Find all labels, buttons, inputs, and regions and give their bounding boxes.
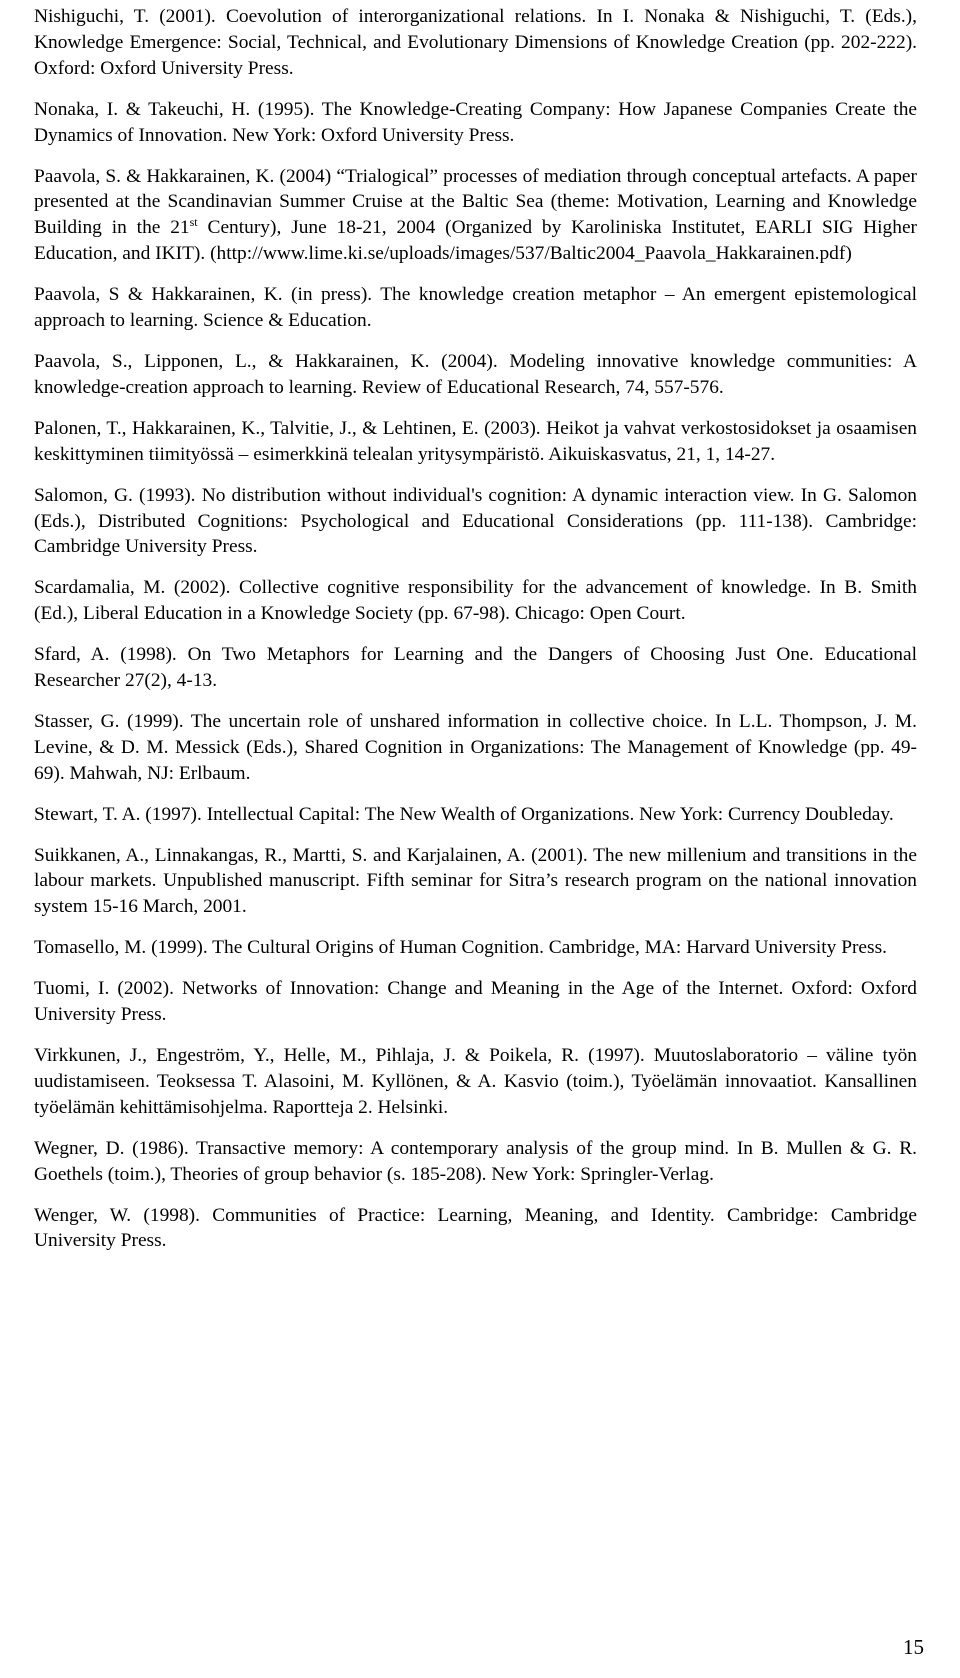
reference-tuomi-2002: Tuomi, I. (2002). Networks of Innovation: Change and Meaning in the Age of the Internet. Oxford: Oxford University Press. xyxy=(34,978,917,1026)
reference-paavola-hakkarainen-2004 xyxy=(34,164,917,268)
reference-text-part: Paavola, S. & Hakkarainen, K. (2004) “Trialogical” processes of mediation through conceptual artefacts. A paper presented at the Scandinavian Summer Cruise at the Baltic Sea (theme: Motivation, Learning and Knowledge Building in the 21 xyxy=(34,165,917,239)
reference-suikkanen-2001: Suikkanen, A., Linnakangas, R., Martti, S. and Karjalainen, A. (2001). The new millenium and transitions in the labour markets. Unpublished manuscript. Fifth seminar for Sitra’s research program on the national innovation system 15-16 March, 2001. xyxy=(34,844,917,918)
reference-paavola-hakkarainen-in-press: Paavola, S & Hakkarainen, K. (in press). The knowledge creation metaphor – An emergent epistemological approach to learning. Science & Education. xyxy=(34,284,917,332)
reference-tomasello-1999: Tomasello, M. (1999). The Cultural Origins of Human Cognition. Cambridge, MA: Harvard University Press. xyxy=(34,937,887,959)
reference-salomon-1993: Salomon, G. (1993). No distribution without individual's cognition: A dynamic interaction view. In G. Salomon (Eds.), Distributed Cognitions: Psychological and Educational Considerations (pp. 111-138). Cambridge: Cambridge University Press. xyxy=(34,484,917,558)
reference-wenger-1998: Wenger, W. (1998). Communities of Practice: Learning, Meaning, and Identity. Cambridge: Cambridge University Press. xyxy=(34,1204,917,1252)
reference-scardamalia-2002: Scardamalia, M. (2002). Collective cognitive responsibility for the advancement of knowledge. In B. Smith (Ed.), Liberal Education in a Knowledge Society (pp. 67-98). Chicago: Open Court. xyxy=(34,577,917,625)
reference-list xyxy=(34,4,917,1269)
reference-palonen-2003: Palonen, T., Hakkarainen, K., Talvitie, J., & Lehtinen, E. (2003). Heikot ja vahvat verkostosidokset ja osaamisen keskittyminen tiimityössä – esimerkkinä telealan yritysympäristö. Aikuiskasvatus, 21, 1, 14-27. xyxy=(34,417,917,465)
reference-sfard-1998: Sfard, A. (1998). On Two Metaphors for Learning and the Dangers of Choosing Just One. Educational Researcher 27(2), 4-13. xyxy=(34,644,917,692)
reference-stewart-1997: Stewart, T. A. (1997). Intellectual Capital: The New Wealth of Organizations. New York: Currency Doubleday. xyxy=(34,803,894,825)
reference-stasser-1999: Stasser, G. (1999). The uncertain role of unshared information in collective choice. In L.L. Thompson, J. M. Levine, & D. M. Messick (Eds.), Shared Cognition in Organizations: The Management of Knowledge (pp. 49-69). Mahwah, NJ: Erlbaum. xyxy=(34,710,917,784)
reference-wegner-1986: Wegner, D. (1986). Transactive memory: A contemporary analysis of the group mind. In B. Mullen & G. R. Goethels (toim.), Theories of group behavior (s. 185-208). New York: Springler-Verlag. xyxy=(34,1137,917,1185)
page-number: 15 xyxy=(903,1635,924,1659)
reference-text-part: Century), June 18-21, 2004 (Organized by Karoliniska Institutet, EARLI SIG Higher Education, and IKIT). (http://www.lime.ki.se/uploads/images/537/Baltic2004_Paavola_Hakkarainen.pdf) xyxy=(34,217,918,265)
reference-virkkunen-1997: Virkkunen, J., Engeström, Y., Helle, M., Pihlaja, J. & Poikela, R. (1997). Muutoslaboratorio – väline työn uudistamiseen. Teoksessa T. Alasoini, M. Kyllönen, & A. Kasvio (toim.), Työelämän innovaatiot. Kansallinen työelämän kehittämisohjelma. Raportteja 2. Helsinki. xyxy=(34,1045,917,1118)
reference-paavola-lipponen-hakkarainen-2004: Paavola, S., Lipponen, L., & Hakkarainen, K. (2004). Modeling innovative knowledge communities: A knowledge-creation approach to learning. Review of Educational Research, 74, 557-576. xyxy=(34,350,917,398)
ordinal-suffix: st xyxy=(189,215,198,230)
reference-nishiguchi-2001: Nishiguchi, T. (2001). Coevolution of interorganizational relations. In I. Nonaka & Nishiguchi, T. (Eds.), Knowledge Emergence: Social, Technical, and Evolutionary Dimensions of Knowledge Creation (pp. 202-222). Oxford: Oxford University Press. xyxy=(34,6,917,79)
reference-nonaka-takeuchi-1995: Nonaka, I. & Takeuchi, H. (1995). The Knowledge-Creating Company: How Japanese Companies Create the Dynamics of Innovation. New York: Oxford University Press. xyxy=(34,98,917,146)
